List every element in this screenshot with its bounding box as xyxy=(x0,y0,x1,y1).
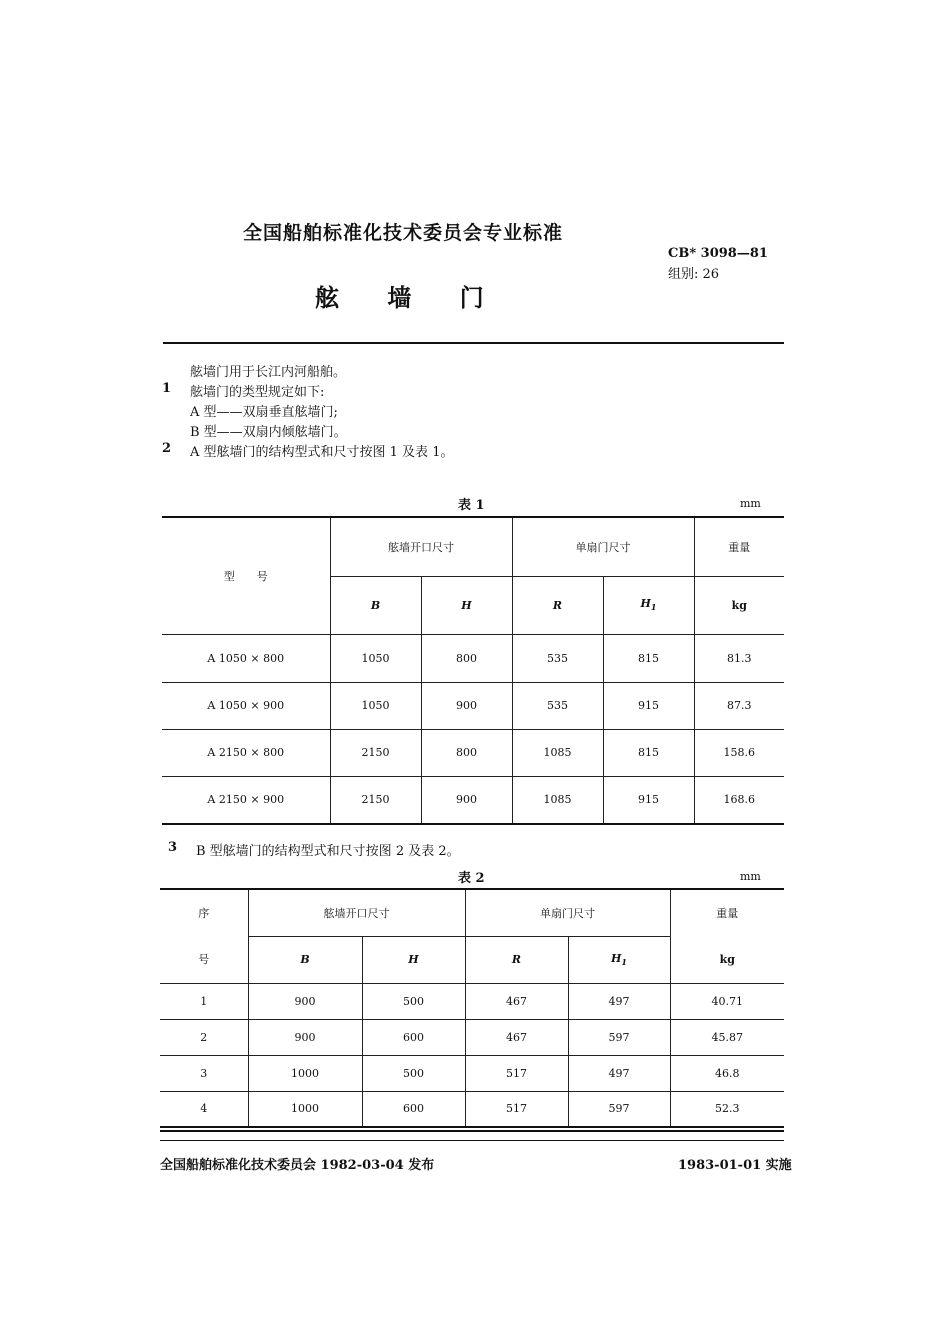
header-seq-bottom: 号 xyxy=(160,936,248,983)
header-h: H xyxy=(362,936,465,983)
cell-h1: 915 xyxy=(603,682,694,729)
cell-h: 500 xyxy=(362,1055,465,1091)
section-1-text: 舷墙门的类型规定如下: xyxy=(190,385,325,400)
footer-divider-thin xyxy=(160,1140,784,1141)
publish-info: 全国船舶标准化技术委员会 1982-03-04 发布 xyxy=(160,1158,435,1173)
cell-b: 1000 xyxy=(248,1055,362,1091)
header-seq-top: 序 xyxy=(160,889,248,936)
cell-h: 600 xyxy=(362,1091,465,1127)
table-2 xyxy=(160,888,784,1128)
cell-weight: 52.3 xyxy=(670,1091,784,1127)
header-h1-index: 1 xyxy=(650,602,657,613)
header-weight: 重量 xyxy=(670,889,784,936)
cell-b: 1050 xyxy=(330,682,421,729)
intro-line: 舷墙门用于长江内河船舶。 xyxy=(190,365,347,380)
cell-weight: 81.3 xyxy=(694,634,784,682)
cell-seq: 1 xyxy=(160,983,248,1019)
cell-r: 517 xyxy=(465,1091,568,1127)
cell-weight: 158.6 xyxy=(694,729,784,776)
cell-r: 517 xyxy=(465,1055,568,1091)
table-row xyxy=(162,729,784,776)
table-2-unit: mm xyxy=(740,870,761,883)
table-1 xyxy=(162,516,784,825)
cell-h: 900 xyxy=(421,776,512,824)
cell-b: 900 xyxy=(248,1019,362,1055)
header-h: H xyxy=(421,576,512,634)
cell-b: 1000 xyxy=(248,1091,362,1127)
header-h1-index: 1 xyxy=(621,957,627,968)
cell-h1: 597 xyxy=(568,1091,670,1127)
header-leaf-size: 单扇门尺寸 xyxy=(465,889,670,936)
cell-weight: 40.71 xyxy=(670,983,784,1019)
cell-h: 800 xyxy=(421,729,512,776)
cell-h1: 497 xyxy=(568,1055,670,1091)
cell-model: A 2150 × 900 xyxy=(162,776,330,824)
section-2-number: 2 xyxy=(162,441,172,456)
document-title: 舷 墙 门 xyxy=(315,283,484,312)
cell-h: 500 xyxy=(362,983,465,1019)
table-row xyxy=(162,776,784,824)
table-row xyxy=(160,1019,784,1055)
header-weight: 重量 xyxy=(694,517,784,576)
header-opening-size: 舷墙开口尺寸 xyxy=(330,517,512,576)
type-b-description: B 型——双扇内倾舷墙门。 xyxy=(190,425,347,440)
table-row xyxy=(162,682,784,729)
section-3-number: 3 xyxy=(168,840,178,855)
cell-h1: 497 xyxy=(568,983,670,1019)
standard-group: 组别: 26 xyxy=(668,267,720,282)
cell-b: 900 xyxy=(248,983,362,1019)
table-row xyxy=(162,634,784,682)
cell-r: 467 xyxy=(465,1019,568,1055)
cell-weight: 45.87 xyxy=(670,1019,784,1055)
table-1-caption: 表 1 xyxy=(458,498,485,513)
header-opening-size: 舷墙开口尺寸 xyxy=(248,889,465,936)
cell-h: 600 xyxy=(362,1019,465,1055)
cell-model: A 2150 × 800 xyxy=(162,729,330,776)
section-2-text: A 型舷墙门的结构型式和尺寸按图 1 及表 1。 xyxy=(190,445,454,460)
footer-divider xyxy=(160,1130,784,1132)
cell-h1: 815 xyxy=(603,729,694,776)
section-1-number: 1 xyxy=(162,381,172,396)
cell-weight: 168.6 xyxy=(694,776,784,824)
cell-weight: 46.8 xyxy=(670,1055,784,1091)
effective-date: 1983-01-01 实施 xyxy=(678,1158,792,1173)
cell-model: A 1050 × 800 xyxy=(162,634,330,682)
cell-h: 900 xyxy=(421,682,512,729)
header-r: R xyxy=(465,936,568,983)
cell-b: 2150 xyxy=(330,776,421,824)
header-weight-unit: kg xyxy=(694,576,784,634)
header-b: B xyxy=(330,576,421,634)
table-row xyxy=(160,1055,784,1091)
table-1-unit: mm xyxy=(740,497,761,510)
cell-r: 1085 xyxy=(512,729,603,776)
table-row xyxy=(160,983,784,1019)
cell-seq: 4 xyxy=(160,1091,248,1127)
org-title: 全国船舶标准化技术委员会专业标准 xyxy=(243,222,564,244)
cell-h1: 815 xyxy=(603,634,694,682)
table-2-caption: 表 2 xyxy=(458,871,485,886)
header-model: 型 号 xyxy=(162,517,330,634)
header-weight-unit: kg xyxy=(670,936,784,983)
cell-r: 1085 xyxy=(512,776,603,824)
table-row xyxy=(160,1091,784,1127)
header-divider xyxy=(163,342,784,344)
section-3-text: B 型舷墙门的结构型式和尺寸按图 2 及表 2。 xyxy=(196,844,460,859)
cell-h1: 915 xyxy=(603,776,694,824)
cell-r: 535 xyxy=(512,682,603,729)
header-b: B xyxy=(248,936,362,983)
type-a-description: A 型——双扇垂直舷墙门; xyxy=(190,405,338,420)
header-h1-letter: H xyxy=(611,951,622,965)
header-h1-letter: H xyxy=(640,597,651,611)
cell-b: 1050 xyxy=(330,634,421,682)
header-h1 xyxy=(568,936,670,983)
header-h1 xyxy=(603,576,694,634)
cell-seq: 2 xyxy=(160,1019,248,1055)
cell-h1: 597 xyxy=(568,1019,670,1055)
cell-r: 467 xyxy=(465,983,568,1019)
header-leaf-size: 单扇门尺寸 xyxy=(512,517,694,576)
cell-weight: 87.3 xyxy=(694,682,784,729)
cell-model: A 1050 × 900 xyxy=(162,682,330,729)
header-r: R xyxy=(512,576,603,634)
standard-code: CB* 3098—81 xyxy=(668,246,768,261)
cell-seq: 3 xyxy=(160,1055,248,1091)
cell-r: 535 xyxy=(512,634,603,682)
cell-b: 2150 xyxy=(330,729,421,776)
cell-h: 800 xyxy=(421,634,512,682)
